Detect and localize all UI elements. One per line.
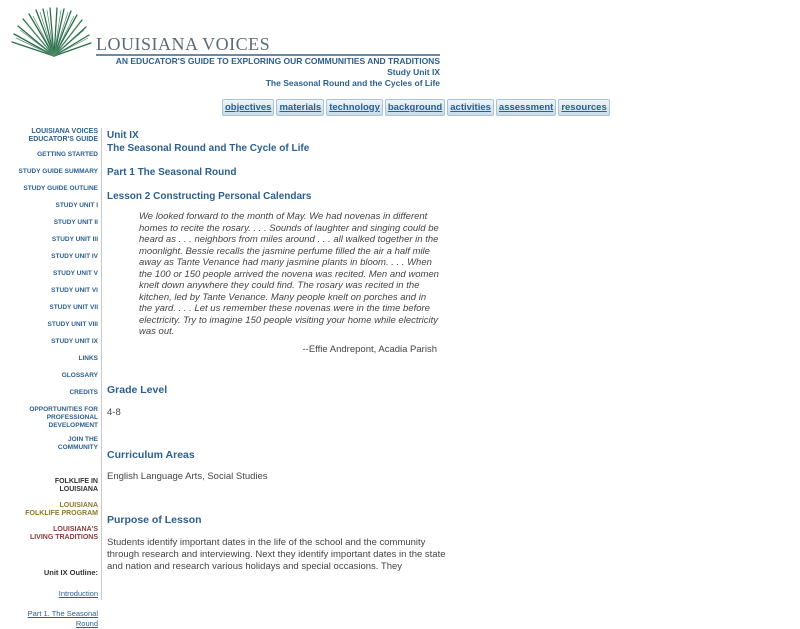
site-subtitle xyxy=(116,56,440,89)
louisiana-folklife-program-link[interactable] xyxy=(0,502,98,518)
section-tabs xyxy=(222,99,610,116)
sidebar-item-study-unit-3[interactable]: STUDY UNIT III xyxy=(51,236,98,243)
subtitle-unit: Study Unit IX xyxy=(387,67,440,77)
sidebar-item-links[interactable]: LINKS xyxy=(78,355,98,362)
sidebar-item-study-unit-1[interactable]: STUDY UNIT I xyxy=(55,202,98,209)
site-header xyxy=(0,0,800,95)
outline-link-part1[interactable] xyxy=(0,609,98,629)
tab-background[interactable]: background xyxy=(385,99,445,116)
unit-outline-title: Unit IX Outline: xyxy=(43,568,98,577)
sidebar-item-join-community[interactable] xyxy=(0,436,98,452)
tab-materials[interactable]: materials xyxy=(276,99,324,116)
subtitle-guide: AN EDUCATOR'S GUIDE TO EXPLORING OUR COMMUNITIES AND TRADITIONS xyxy=(115,56,440,66)
sidebar-item-study-unit-2[interactable]: STUDY UNIT II xyxy=(53,219,98,226)
tab-activities[interactable]: activities xyxy=(447,99,494,116)
outline-link-introduction[interactable]: Introduction xyxy=(58,589,98,598)
sidebar-item-getting-started[interactable]: GETTING STARTED xyxy=(37,151,98,158)
sidebar-item-study-guide-outline[interactable]: STUDY GUIDE OUTLINE xyxy=(23,185,98,192)
outline-part1-prefix: Part 1 xyxy=(27,609,48,618)
opportunities-line3: DEVELOPMENT xyxy=(48,422,98,429)
outline-part1-line2: Round xyxy=(75,619,98,628)
living-traditions-link[interactable] xyxy=(0,526,98,542)
main-content xyxy=(107,129,457,573)
curriculum-areas-heading: Curriculum Areas xyxy=(107,448,195,461)
unit-title: The Seasonal Round and The Cycle of Life xyxy=(107,143,310,154)
folklife-in-louisiana-link[interactable] xyxy=(0,478,98,494)
sidebar-item-study-unit-4[interactable]: STUDY UNIT IV xyxy=(51,253,98,260)
outline-part1-rest: . The Seasonal xyxy=(47,609,98,618)
sidebar-item-study-guide-summary[interactable]: STUDY GUIDE SUMMARY xyxy=(18,168,98,175)
palmetto-logo-icon xyxy=(10,8,92,58)
sidebar-title[interactable] xyxy=(0,128,98,144)
sidebar-nav xyxy=(0,128,98,629)
sidebar-item-credits[interactable]: CREDITS xyxy=(69,389,98,396)
living-line2: LIVING TRADITIONS xyxy=(29,534,98,541)
folklife-line2: LOUISIANA xyxy=(59,486,98,493)
sidebar-item-opportunities[interactable] xyxy=(0,406,98,430)
folklife-line1: FOLKLIFE IN xyxy=(54,478,98,485)
curriculum-areas-value: English Language Arts, Social Studies xyxy=(107,470,268,482)
unit-label: Unit IX xyxy=(107,130,139,141)
subtitle-unit-title: The Seasonal Round and the Cycles of Life xyxy=(265,78,440,88)
tab-assessment[interactable]: assessment xyxy=(496,99,556,116)
grade-level-heading: Grade Level xyxy=(107,383,168,396)
sidebar-item-study-unit-5[interactable]: STUDY UNIT V xyxy=(52,270,98,277)
lesson-title: Lesson 2 Constructing Personal Calendars xyxy=(107,191,312,202)
sidebar-item-study-unit-7[interactable]: STUDY UNIT VII xyxy=(49,304,98,311)
site-title: LOUISIANA VOICES xyxy=(96,34,271,54)
tab-objectives[interactable]: objectives xyxy=(222,99,274,116)
sidebar-item-study-unit-6[interactable]: STUDY UNIT VI xyxy=(51,287,98,294)
living-line1: LOUISIANA'S xyxy=(53,526,98,533)
tab-resources[interactable]: resources xyxy=(558,99,609,116)
quote-attribution: --Effie Andrepont, Acadia Parish xyxy=(302,343,437,355)
opportunities-line1: OPPORTUNITIES FOR xyxy=(29,406,98,413)
purpose-heading: Purpose of Lesson xyxy=(107,513,202,526)
sidebar-item-study-unit-8[interactable]: STUDY UNIT VIII xyxy=(47,321,98,328)
join-line1: JOIN THE xyxy=(68,436,98,443)
opportunities-line2: PROFESSIONAL xyxy=(46,414,98,421)
sidebar-item-glossary[interactable]: GLOSSARY xyxy=(61,372,98,379)
sidebar-title-line1: LOUISIANA VOICES xyxy=(31,128,98,135)
sidebar-title-line2: EDUCATOR'S GUIDE xyxy=(28,136,98,143)
program-line2: FOLKLIFE PROGRAM xyxy=(25,510,98,517)
join-line2: COMMUNITY xyxy=(57,444,98,451)
purpose-text: Students identify important dates in the life of the school and the community through research and interviewing. Next they identify important dates in the state and nation and research various holidays and special occasions. They xyxy=(107,536,446,572)
sidebar-divider xyxy=(101,128,102,600)
tab-technology[interactable]: technology xyxy=(326,99,383,116)
grade-level-value: 4-8 xyxy=(107,406,121,418)
sidebar-item-study-unit-9[interactable]: STUDY UNIT IX xyxy=(51,338,98,345)
program-line1: LOUISIANA xyxy=(59,502,98,509)
lesson-quote: We looked forward to the month of May. We had novenas in different homes to recite the rosary. . . . Sounds of laughter and singing could be heard as . . . neighbors from miles around . . . all walked together in the moonlight. Bessie recalls the jasmine perfume filled the air a half mile away as Tante Venance had many jasmine plants in bloom. . . . When the 100 or 150 people arrived the novena was recited. Men and women knelt down anywhere they could find. The rosary was recited in the kitchen, led by Tante Venance. Many people knelt on porches and in the yard. . . . Let us remember these novenas were in the time before electricity. Try to imagine 150 people visiting your home while electricity was out. xyxy=(139,211,439,337)
part-title: Part 1 The Seasonal Round xyxy=(107,167,237,178)
